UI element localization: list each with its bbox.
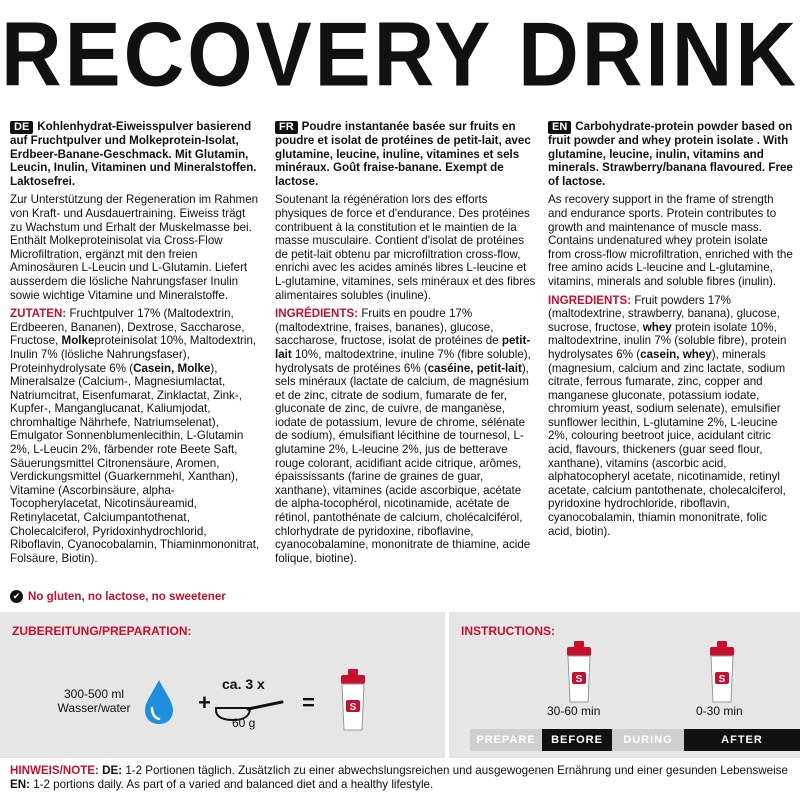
ingredients-label-en: INGREDIENTS: xyxy=(548,293,632,307)
note-label: HINWEIS/NOTE: xyxy=(10,764,99,777)
lang-badge-de: DE xyxy=(10,121,33,134)
usage-note xyxy=(10,764,795,792)
timeline-after: AFTER xyxy=(684,729,800,751)
allergen: whey xyxy=(642,320,672,334)
description-de: Zur Unterstützung der Regeneration im Rahmen von Kraft- und Ausdauertraining. Eiweiss trägt zu Wachstum und Erhalt der Muskelmasse bei. Enthält Molkeproteinisolat via Cross-Flow Microfiltration, ergänzt mit den freien Aminosäuren L-Leucin und L-Glutamin. Liefert ausserdem die lösliche Nahrungsfaser Inulin sowie wichtige Vitamine und Mineralstoffe. xyxy=(10,193,259,302)
lead-de xyxy=(10,120,260,188)
water-drop-icon xyxy=(142,678,176,726)
column-de xyxy=(10,120,260,565)
timeline-during: DURING xyxy=(612,729,684,751)
column-en xyxy=(548,120,794,538)
ing-text: ), sels minéraux (lactate de calcium, de magnésium et de zinc, citrate de sodium, fumarate de fer, gluconate de zinc, de cuivre, de manganèse, iodate de potassium, levure de chrome, sélénate de sodium), émulsifiant lécithine de tournesol, L-glutamine 2%, L-leucine 2%, jus de betterave rouge colorant, acidifiant acide citrique, arômes, épaississants (farine de graines de guar, xanthane), vitamines (acide ascorbique, acétate de alpha-tocophérol, nicotinamide, acétate de rétinol, pantothénate de calcium, cholécalciférol, chlorhydrate de pyridoxine, riboflavine, cyanocobalamine, mononitrate de thiamine, acide folique, biotine). xyxy=(275,361,531,565)
time-before: 30-60 min xyxy=(547,704,601,718)
ingredients-fr xyxy=(275,307,537,565)
ingredients-en xyxy=(548,294,794,539)
lead-text-fr: Poudre instantanée basée sur fruits en poudre et isolat de protéines de petit-lait, avec glutamine, leucine, inuline, vitamines et sels minéraux. Goût fraise-banane. Exempt de lactose. xyxy=(275,120,531,188)
ing-text: 10%, maltodextrine, inuline 7% (fibre soluble), hydrolysats de protéines 6% ( xyxy=(275,347,531,375)
equals-sign: = xyxy=(302,690,315,715)
ingredients-de xyxy=(10,307,260,565)
lang-badge-en: EN xyxy=(548,121,571,134)
allergen: Casein, Molke xyxy=(133,361,211,375)
no-gluten-text: No gluten, no lactose, no sweetener xyxy=(28,590,226,603)
ing-text: protein isolate 10%, maltodextrine, inulin 7% (soluble fibre), protein hydrolysates 6% ( xyxy=(548,320,787,361)
allergen: Molke xyxy=(61,334,95,348)
column-fr xyxy=(275,120,537,565)
water-amount-value: 300-500 ml xyxy=(63,687,125,701)
scoop-count: ca. 3 x xyxy=(222,676,265,692)
shaker-icon xyxy=(705,640,739,704)
shaker-icon xyxy=(562,640,596,704)
water-amount xyxy=(44,687,144,715)
scoop-weight: 60 g xyxy=(232,716,256,730)
check-icon: ✔ xyxy=(10,590,23,603)
svg-text:S: S xyxy=(575,674,583,685)
note-de-text: 1-2 Portionen täglich. Zusätzlich zu einer abwechslungsreichen und ausgewogenen Ernährung und einer gesunden Lebensweise xyxy=(122,764,788,777)
lead-en xyxy=(548,120,794,188)
note-en-tag: EN: xyxy=(10,778,30,791)
plus-sign: + xyxy=(198,690,211,715)
preparation-panel xyxy=(0,612,445,758)
note-en-text: 1-2 portions daily. As part of a varied and balanced diet and a healthy lifestyle. xyxy=(29,778,434,791)
ing-text: proteinisolat 10%, Maltodextrin, Inulin 7% (lösliche Nahrungsfaser), Proteinhydrolysate 6% ( xyxy=(10,334,257,375)
description-en: As recovery support in the frame of strength and endurance sports. Protein contributes to growth and maintenance of muscle mass. Contains undenatured whey protein isolate from cross-flow microfiltration, enriched with the free amino acids L-leucine and L-glutamine, vitamins, minerals and soluble fibres (inulin). xyxy=(548,193,793,288)
lead-text-de: Kohlenhydrat-Eiweisspulver basierend auf Fruchtpulver und Molkeprotein-Isolat, Erdbeer-Banane-Geschmack. Mit Glutamin, Leucin, Inulin, Vitaminen und Mineralstoffen. Laktosefrei. xyxy=(10,120,257,188)
svg-text:S: S xyxy=(718,674,726,685)
ingredients-label-de: ZUTATEN: xyxy=(10,307,67,321)
timing-timeline xyxy=(470,729,800,751)
allergen: petit-lait xyxy=(275,334,531,361)
lang-badge-fr: FR xyxy=(275,121,298,134)
ing-text: ), Mineralsalze (Calcium-, Magnesiumlactat, Natriumcitrat, Eisenfumarat, Zinklactat, Zink-, Kupfer-, Manganglucanat, Kaliumjodat, chromhaltige Nährhefe, Natriumselenat), Emulgator Sonnenblumenlecithin, L-Glutamin 2%, L-Leucin 2%, färbender rote Beete Saft, Säuerungsmittel Citronensäure, Aromen, Verdickungsmittel (Guarkernmehl, Xanthan), Vitamine (Ascorbinsäure, alpha-Tocopherylacetat, Nicotinsäureamid, Retinylacetat, Calciumpantothenat, Cholecalciferol, Pyridoxinhydrochlorid, Riboflavin, Cyanocobalamin, Thiaminmononitrat, Folsäure, Biotin). xyxy=(10,361,260,565)
preparation-heading: ZUBEREITUNG/PREPARATION: xyxy=(12,624,192,638)
ing-text: Fruchtpulver 17% (Maltodextrin, Erdbeeren, Bananen), Dextrose, Saccharose, Fructose, xyxy=(10,307,245,348)
ing-text: Fruits en poudre 17% (maltodextrine, fraises, bananes), glucose, saccharose, fructose, isolat de protéines de xyxy=(275,307,502,348)
note-de-tag: DE: xyxy=(102,764,123,777)
shaker-icon xyxy=(336,668,370,732)
water-label: Wasser/water xyxy=(57,701,131,715)
ing-text: ), minerals (magnesium, calcium and zinc lactate, sodium citrate, ferrous fumarate, zinc, copper and manganese gluconate, potassium iodate, chromium yeast, sodium selenate), emulsifier sunflower lecithin, L-glutamine 2%, L-leucine 2%, colouring beetroot juice, acidulant citric acid, flavours, thickeners (guar seed flour, xanthane), vitamins (ascorbic acid, alphatocopheryl acetate, nicotinamide, retinyl acetate, calcium pantothenate, cholecalciferol, pyridoxine hydrochloride, riboflavin, cyanocobalamin, thiamin mononitrate, folic acid, biotin). xyxy=(548,347,786,538)
allergen: caséine, petit-lait xyxy=(427,361,522,375)
ing-text: Fruit powders 17% (maltodextrine, strawberry, banana), glucose, sucrose, fructose, xyxy=(548,293,780,334)
timeline-before: BEFORE xyxy=(542,729,612,751)
no-gluten-claim xyxy=(10,590,226,603)
allergen: casein, whey xyxy=(640,347,712,361)
time-after: 0-30 min xyxy=(696,704,743,718)
svg-text:S: S xyxy=(349,702,357,713)
timeline-prepare: PREPARE xyxy=(470,729,542,751)
product-title: RECOVERY DRINK xyxy=(0,3,800,105)
instructions-heading: INSTRUCTIONS: xyxy=(461,624,555,638)
description-fr: Soutenant la régénération lors des efforts physiques de force et d'endurance. Des protéines contribuent à la constitution et le maintien de la masse musculaire. Contient d'isolat de protéines de petit-lait obtenu par microfiltration cross-flow, enrichi avec les acides aminés libres L-leucine et L-glutamine, vitamines, sels minéraux et des fibres alimentaires solubles (inuline). xyxy=(275,193,536,302)
lead-text-en: Carbohydrate-protein powder based on fruit powder and whey protein isolate . With glutamine, leucine, inulin, vitamins and minerals. Strawberry/banana flavoured. Free of lactose. xyxy=(548,120,793,188)
lead-fr xyxy=(275,120,537,188)
ingredients-label-fr: INGRÉDIENTS: xyxy=(275,307,359,321)
